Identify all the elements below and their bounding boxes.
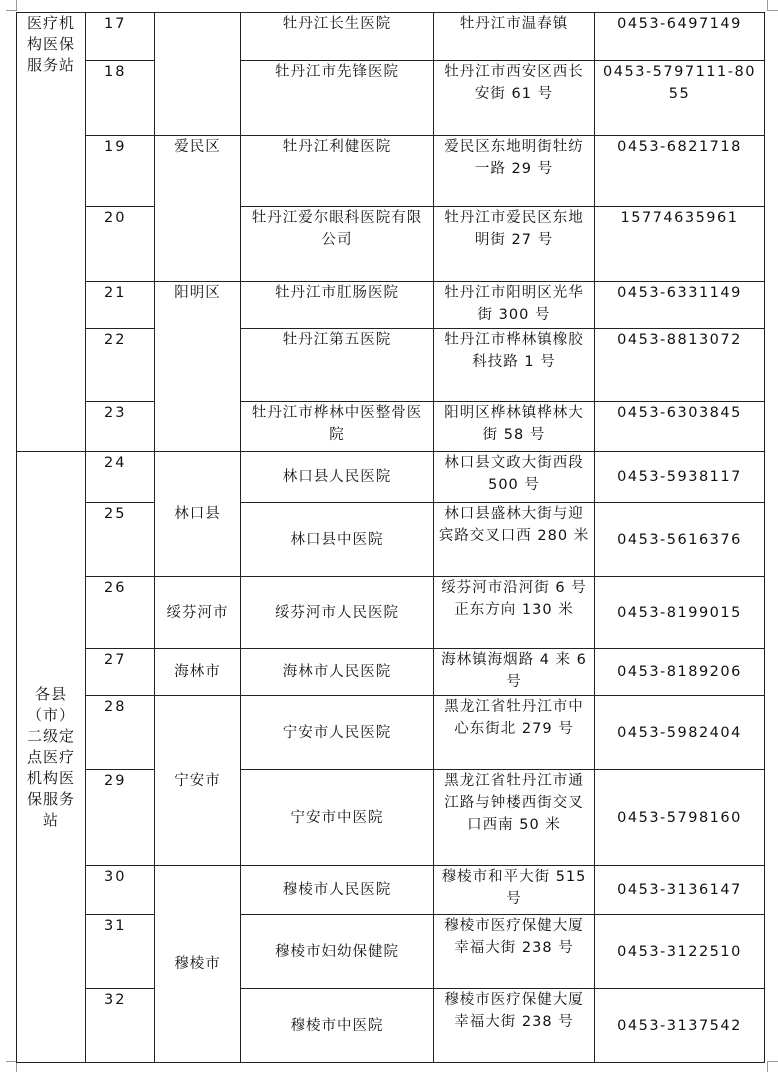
hospital-phone: 15774635961 <box>595 207 765 282</box>
hospital-address: 阳明区桦林镇桦林大街 58 号 <box>434 402 595 452</box>
hospital-name: 宁安市中医院 <box>241 770 434 866</box>
hospital-phone: 0453-5616376 <box>595 503 765 577</box>
hospital-name: 牡丹江市先锋医院 <box>241 61 434 136</box>
row-number: 20 <box>86 207 155 282</box>
hospital-name: 穆棱市人民医院 <box>241 866 434 915</box>
hospital-name: 牡丹江长生医院 <box>241 13 434 61</box>
hospital-phone: 0453-6303845 <box>595 402 765 452</box>
table-row <box>17 402 765 452</box>
table-row <box>17 136 765 207</box>
district-cell: 宁安市 <box>155 696 241 866</box>
district-cell: 林口县 <box>155 452 241 577</box>
crop-mark-bottom-right <box>767 1061 778 1072</box>
hospital-name: 海林市人民医院 <box>241 649 434 696</box>
row-number: 28 <box>86 696 155 770</box>
hospital-phone: 0453-5982404 <box>595 696 765 770</box>
row-number: 29 <box>86 770 155 866</box>
table-row <box>17 770 765 866</box>
table-row <box>17 13 765 61</box>
district-cell: 绥芬河市 <box>155 577 241 649</box>
table-row <box>17 61 765 136</box>
hospital-address: 穆棱市医疗保健大厦幸福大街 238 号 <box>434 915 595 989</box>
crop-mark-top-left <box>6 0 17 11</box>
row-number: 31 <box>86 915 155 989</box>
hospital-address: 林口县盛林大街与迎宾路交叉口西 280 米 <box>434 503 595 577</box>
row-number: 24 <box>86 452 155 503</box>
table-row <box>17 577 765 649</box>
row-number: 26 <box>86 577 155 649</box>
table-row <box>17 866 765 915</box>
hospital-phone: 0453-5797111-8055 <box>595 61 765 136</box>
row-number: 19 <box>86 136 155 207</box>
crop-mark-top-right <box>767 0 778 11</box>
hospital-address: 爱民区东地明街牡纺一路 29 号 <box>434 136 595 207</box>
table-row <box>17 649 765 696</box>
hospital-address: 林口县文政大街西段 500 号 <box>434 452 595 503</box>
table-row <box>17 207 765 282</box>
district-cell: 海林市 <box>155 649 241 696</box>
hospital-phone: 0453-8189206 <box>595 649 765 696</box>
hospital-address: 牡丹江市温春镇 <box>434 13 595 61</box>
hospital-name: 宁安市人民医院 <box>241 696 434 770</box>
district-cell: 阳明区 <box>155 282 241 452</box>
hospital-address: 海林镇海烟路 4 来 6 号 <box>434 649 595 696</box>
hospital-address: 牡丹江市桦林镇橡胶科技路 1 号 <box>434 329 595 402</box>
hospital-name: 牡丹江爱尔眼科医院有限公司 <box>241 207 434 282</box>
hospital-name: 穆棱市妇幼保健院 <box>241 915 434 989</box>
table-row <box>17 282 765 329</box>
hospital-phone: 0453-8199015 <box>595 577 765 649</box>
district-cell: 爱民区 <box>155 136 241 282</box>
district-cell: 穆棱市 <box>155 866 241 1063</box>
hospital-address: 穆棱市和平大街 515 号 <box>434 866 595 915</box>
hospital-address: 绥芬河市沿河街 6 号正东方向 130 米 <box>434 577 595 649</box>
hospital-address: 穆棱市医疗保健大厦幸福大街 238 号 <box>434 989 595 1063</box>
row-number: 21 <box>86 282 155 329</box>
hospital-name: 林口县中医院 <box>241 503 434 577</box>
hospital-phone: 0453-6497149 <box>595 13 765 61</box>
table-row <box>17 452 765 503</box>
row-number: 23 <box>86 402 155 452</box>
table-row <box>17 329 765 402</box>
hospital-phone: 0453-6331149 <box>595 282 765 329</box>
hospital-name: 穆棱市中医院 <box>241 989 434 1063</box>
hospital-table <box>16 12 765 1063</box>
hospital-phone: 0453-3122510 <box>595 915 765 989</box>
hospital-name: 牡丹江第五医院 <box>241 329 434 402</box>
row-number: 30 <box>86 866 155 915</box>
row-number: 27 <box>86 649 155 696</box>
hospital-name: 牡丹江市桦林中医整骨医院 <box>241 402 434 452</box>
hospital-name: 牡丹江市肛肠医院 <box>241 282 434 329</box>
district-cell-empty <box>155 13 241 136</box>
hospital-phone: 0453-3136147 <box>595 866 765 915</box>
table-row <box>17 696 765 770</box>
row-number: 18 <box>86 61 155 136</box>
table-row <box>17 503 765 577</box>
table-row <box>17 989 765 1063</box>
hospital-phone: 0453-6821718 <box>595 136 765 207</box>
row-number: 32 <box>86 989 155 1063</box>
hospital-phone: 0453-5798160 <box>595 770 765 866</box>
hospital-address: 黑龙江省牡丹江市中心东街北 279 号 <box>434 696 595 770</box>
hospital-address: 牡丹江市爱民区东地明街 27 号 <box>434 207 595 282</box>
row-number: 17 <box>86 13 155 61</box>
hospital-phone: 0453-5938117 <box>595 452 765 503</box>
hospital-name: 林口县人民医院 <box>241 452 434 503</box>
hospital-name: 牡丹江利健医院 <box>241 136 434 207</box>
hospital-address: 牡丹江市阳明区光华街 300 号 <box>434 282 595 329</box>
row-number: 25 <box>86 503 155 577</box>
hospital-name: 绥芬河市人民医院 <box>241 577 434 649</box>
table-row <box>17 915 765 989</box>
row-number: 22 <box>86 329 155 402</box>
hospital-address: 牡丹江市西安区西长安街 61 号 <box>434 61 595 136</box>
category-cell: 各县（市）二级定点医疗机构医保服务站 <box>17 452 86 1063</box>
hospital-phone: 0453-3137542 <box>595 989 765 1063</box>
hospital-address: 黑龙江省牡丹江市通江路与钟楼西街交叉口西南 50 米 <box>434 770 595 866</box>
category-cell: 医疗机构医保服务站 <box>17 13 86 452</box>
hospital-phone: 0453-8813072 <box>595 329 765 402</box>
